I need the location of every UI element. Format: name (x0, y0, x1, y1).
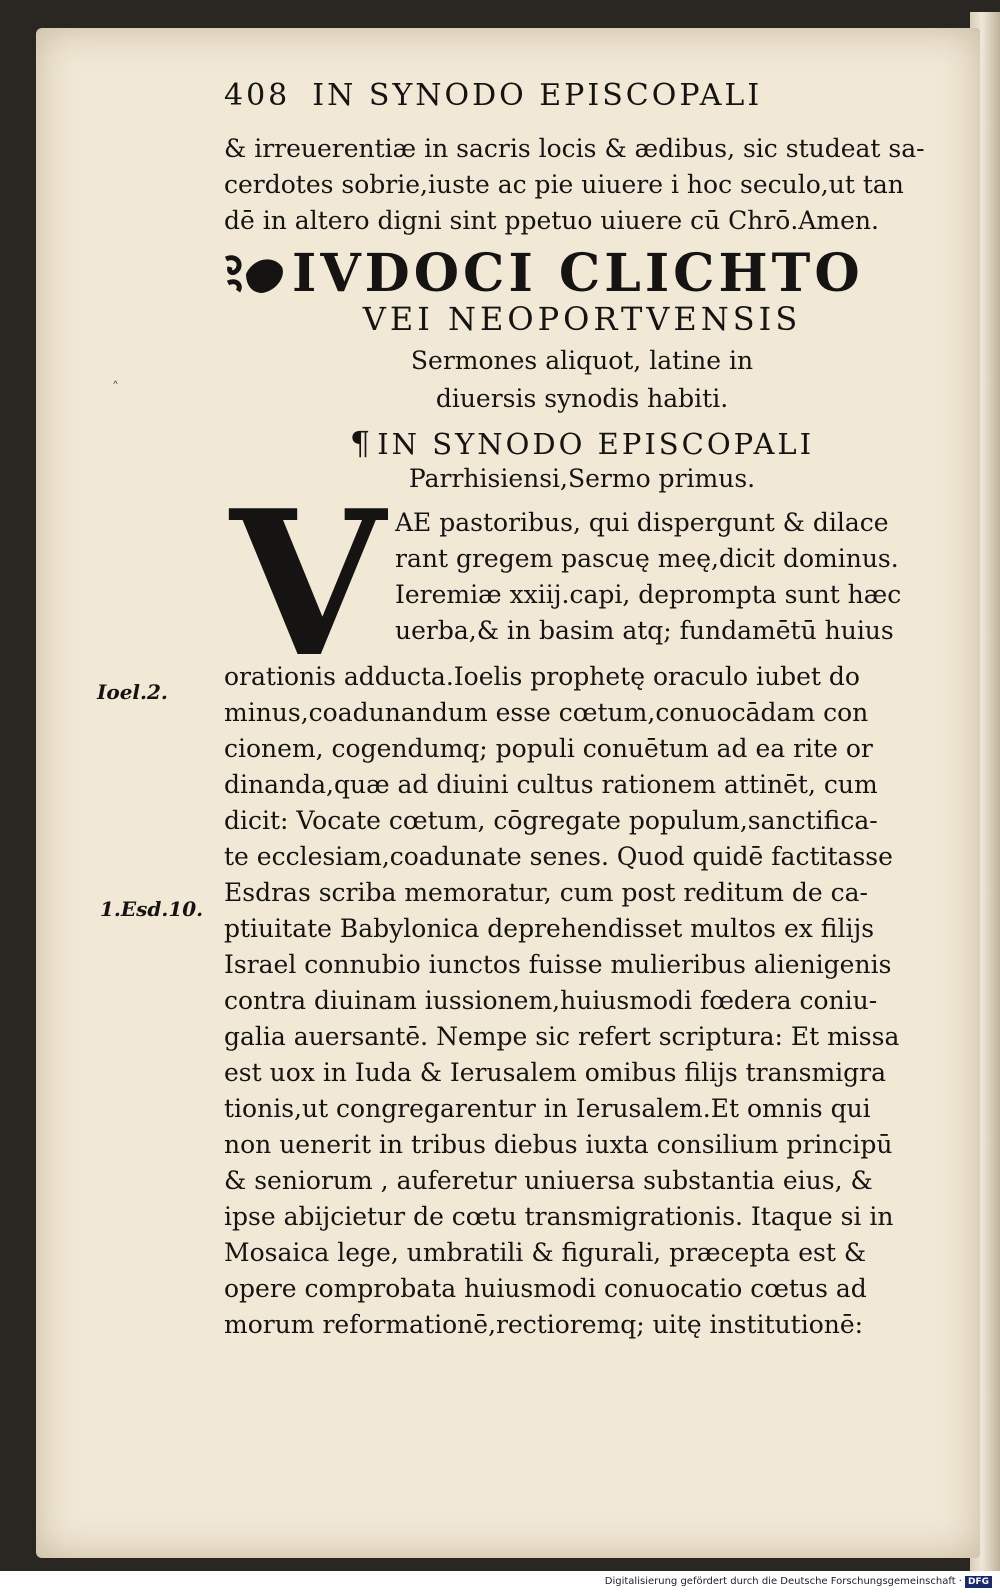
text-line: morum reformationē,rectioremq; uitę institutionē: (224, 1310, 864, 1339)
text-line: & irreuerentiæ in sacris locis & ædibus, sic studeat sa- (224, 134, 925, 163)
text-line: rant gregem pascuę meę,dicit dominus. (395, 544, 899, 573)
text-line: uerba,& in basim atq; fundamētū huius (395, 616, 894, 645)
text-line: cionem, cogendumq; populi conuētum ad ea rite or (224, 734, 873, 763)
text-line: te ecclesiam,coadunate senes. Quod quidē factitasse (224, 842, 893, 871)
text-line: ipse abijcietur de cœtu transmigrationis. Itaque si in (224, 1202, 894, 1231)
text-line: dicit: Vocate cœtum, cōgregate populum,sanctifica- (224, 806, 878, 835)
text-line: contra diuinam iussionem,huiusmodi fœdera coniu- (224, 986, 878, 1015)
text-line: tionis,ut congregarentur in Ierusalem.Et omnis qui (224, 1094, 871, 1123)
text-line: galia auersantē. Nempe sic refert scriptura: Et missa (224, 1022, 900, 1051)
section-heading (224, 424, 940, 462)
text-line: orationis adducta.Ioelis prophetę oraculo iubet do (224, 662, 860, 691)
dfg-logo: DFG (965, 1576, 992, 1588)
text-line: Esdras scriba memoratur, cum post reditum de ca- (224, 878, 868, 907)
page-number: 408 (224, 78, 291, 113)
text-line: & seniorum , auferetur uniuersa substantia eius, & (224, 1166, 873, 1195)
text-line: AE pastoribus, qui dispergunt & dilace (395, 508, 889, 537)
text-line: dinanda,quæ ad diuini cultus rationem attinēt, cum (224, 770, 878, 799)
section-subheading: Parrhisiensi,Sermo primus. (408, 464, 756, 493)
margin-note-joel: Ioel.2. (97, 680, 168, 704)
title-line-1 (224, 243, 864, 304)
text-line: Ieremiæ xxiij.capi, deprompta sunt hæc (395, 580, 902, 609)
credit-text: Digitalisierung gefördert durch die Deutsche Forschungsgemeinschaft · (604, 1576, 962, 1587)
text-line: Mosaica lege, umbratili & figurali, præcepta est & (224, 1238, 867, 1267)
title-subtitle-1: Sermones aliquot, latine in (410, 346, 754, 375)
digitization-credit (605, 1576, 992, 1588)
text-line: ptiuitate Babylonica deprehendisset multos ex filijs (224, 914, 875, 943)
text-line: opere comprobata huiusmodi conuocatio cœtus ad (224, 1274, 867, 1303)
title-line-2: VEI NEOPORTVENSIS (362, 300, 802, 338)
hedera-ornament-icon (224, 253, 286, 295)
text-line: est uox in Iuda & Ierusalem omibus filijs transmigra (224, 1058, 887, 1087)
title-subtitle-2: diuersis synodis habiti. (435, 384, 729, 413)
drop-cap: V (230, 467, 386, 702)
section-heading-text: IN SYNODO EPISCOPALI (377, 427, 815, 461)
text-line: minus,coadunandum esse cœtum,conuocādam con (224, 698, 869, 727)
pilcrow-icon: ¶ (349, 424, 374, 462)
text-line: cerdotes sobrie,iuste ac pie uiuere i hoc seculo,ut tan (224, 170, 904, 199)
text-line: Israel connubio iunctos fuisse mulieribus alienigenis (224, 950, 892, 979)
text-line: dē in altero digni sint ppetuo uiuere cū Chrō.Amen. (224, 206, 879, 235)
title-text-1: IVDOCI CLICHTO (292, 243, 864, 304)
margin-mark: ˄ (112, 380, 119, 396)
page-header (224, 78, 762, 113)
margin-note-esdras: 1.Esd.10. (100, 897, 204, 921)
text-line: non uenerit in tribus diebus iuxta consilium principū (224, 1130, 893, 1159)
running-title: IN SYNODO EPISCOPALI (312, 78, 763, 113)
